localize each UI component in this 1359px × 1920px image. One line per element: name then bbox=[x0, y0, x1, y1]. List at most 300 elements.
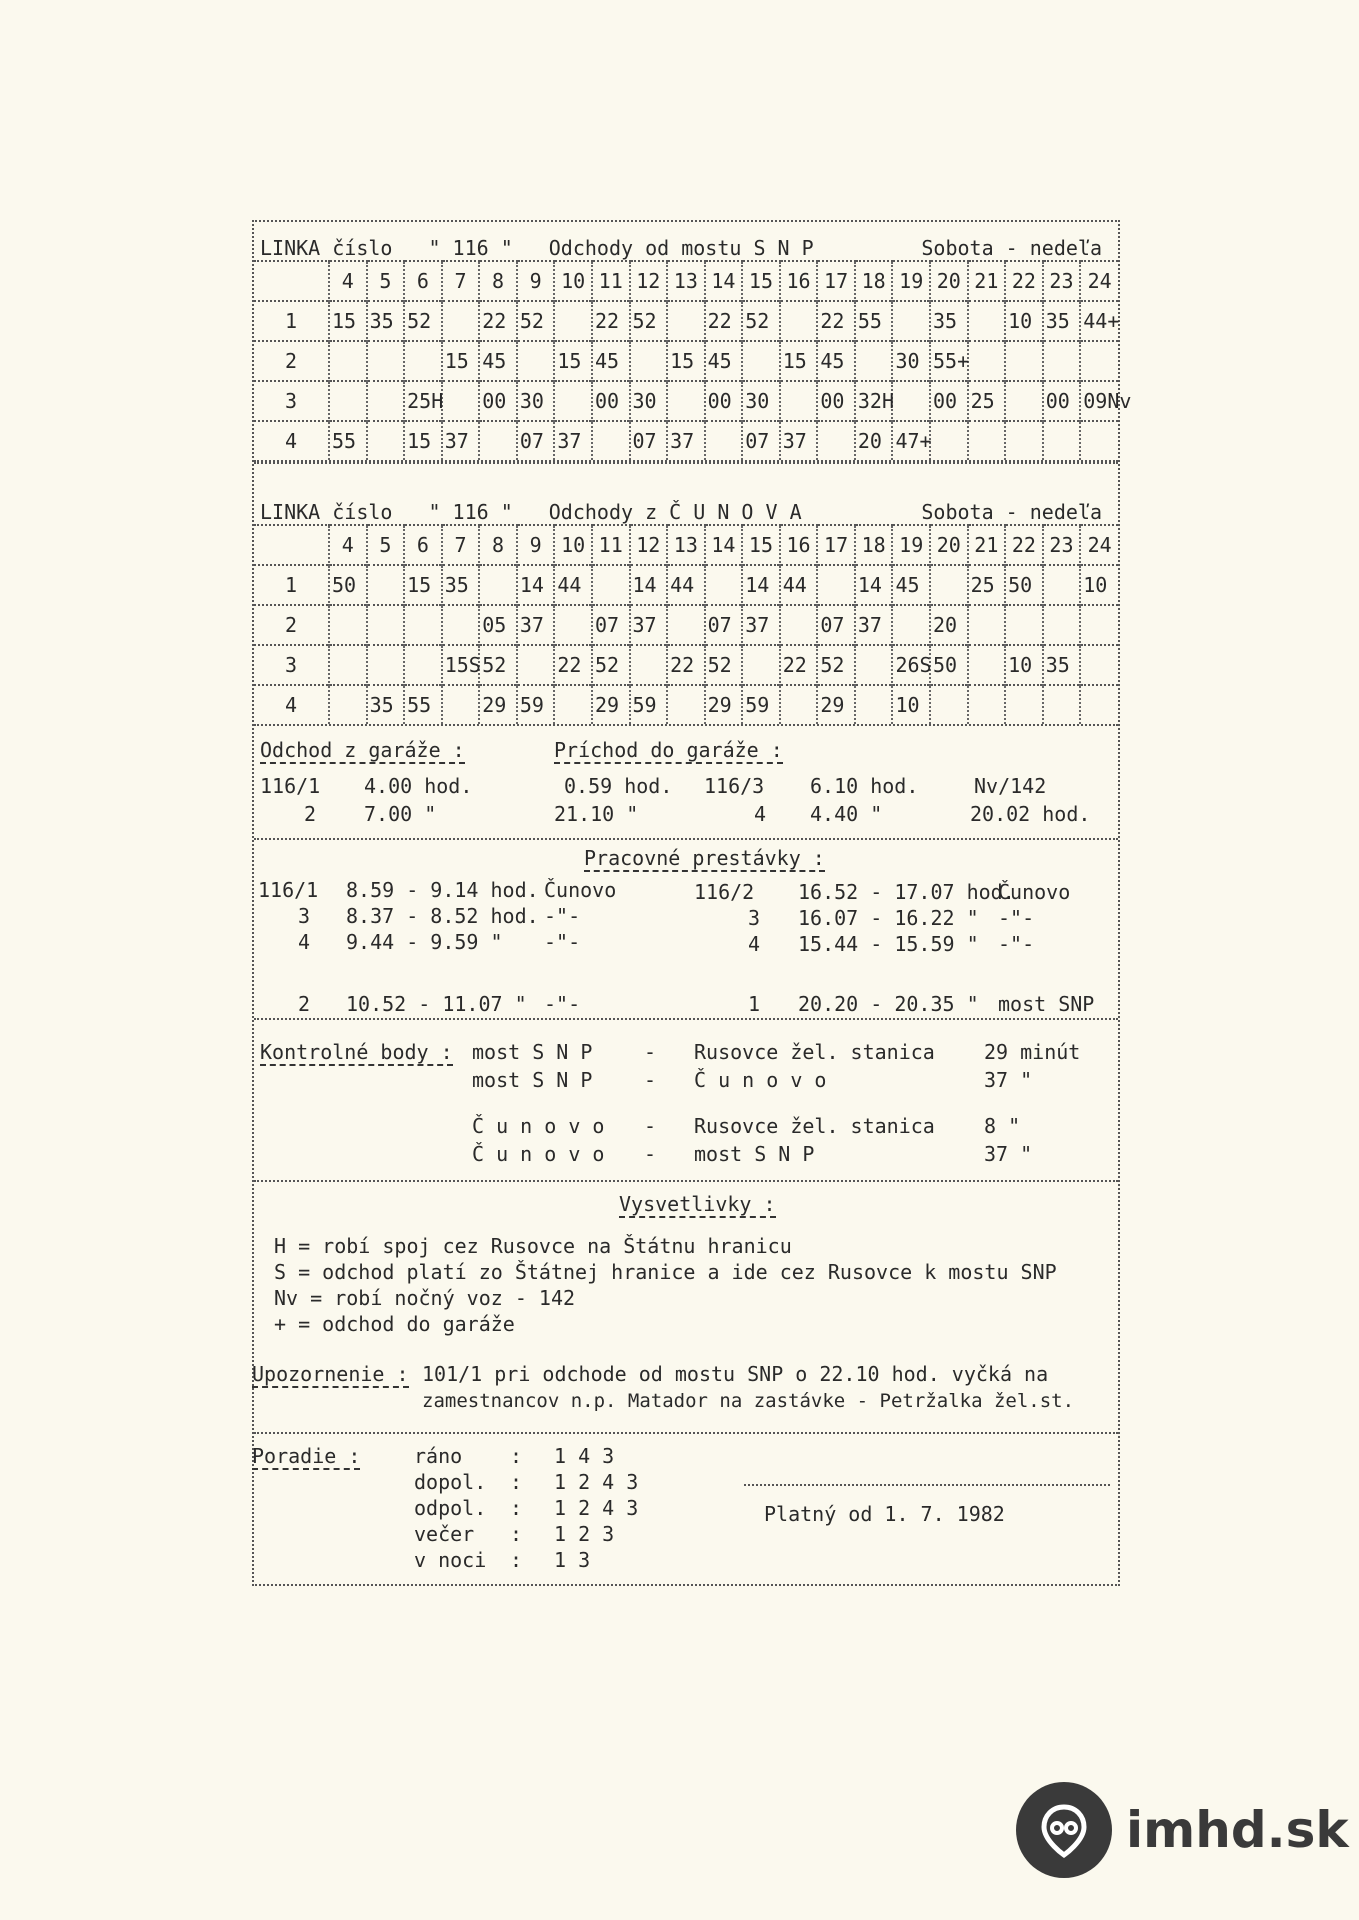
departure-cell bbox=[1043, 421, 1081, 460]
departure-cell bbox=[1043, 605, 1081, 645]
order-period: večer bbox=[414, 1522, 475, 1546]
table1-direction: Odchody od mostu S N P bbox=[548, 236, 814, 260]
break-time: 20.20 - 20.35 " bbox=[798, 992, 979, 1016]
table2-line: " 116 " bbox=[428, 500, 513, 524]
control-to: Č u n o v o bbox=[694, 1068, 827, 1092]
departure-cell bbox=[592, 421, 630, 460]
departure-cell: 52 bbox=[705, 645, 743, 685]
departure-cell: 14 bbox=[630, 565, 668, 605]
order-sequence: 1 3 bbox=[554, 1548, 591, 1572]
departure-cell bbox=[1080, 685, 1118, 724]
legend-item: H = robí spoj cez Rusovce na Štátnu hranicu bbox=[274, 1234, 792, 1258]
departure-cell bbox=[442, 605, 480, 645]
departure-cell: 35 bbox=[930, 301, 968, 341]
departure-cell: 50 bbox=[1005, 565, 1043, 605]
departure-cell: 29 bbox=[705, 685, 743, 724]
control-dash: - bbox=[644, 1040, 657, 1064]
hour-header-row bbox=[254, 261, 1118, 301]
order-label: Poradie : bbox=[252, 1444, 361, 1468]
departure-cell bbox=[442, 381, 480, 421]
departure-cell: 22 bbox=[817, 301, 855, 341]
departure-cell: 07 bbox=[705, 605, 743, 645]
departure-cell: 10 bbox=[892, 685, 930, 724]
departure-cell bbox=[1080, 421, 1118, 460]
departure-cell bbox=[1080, 645, 1118, 685]
table-row bbox=[254, 685, 1118, 724]
departure-cell: 20 bbox=[930, 605, 968, 645]
departure-cell: 14 bbox=[517, 565, 555, 605]
departure-cell: 07 bbox=[592, 605, 630, 645]
order-sequence: 1 2 4 3 bbox=[554, 1470, 639, 1494]
breaks-section bbox=[254, 840, 1118, 1020]
break-place: -"- bbox=[998, 932, 1035, 956]
legend-item: Nv = robí nočný voz - 142 bbox=[274, 1286, 576, 1310]
hour-cell: 21 bbox=[968, 525, 1006, 565]
garage-cell: 21.10 " bbox=[554, 802, 639, 826]
departure-cell bbox=[780, 685, 818, 724]
departure-cell: 35 bbox=[442, 565, 480, 605]
timetable-from-cunovo bbox=[254, 486, 1118, 726]
departure-cell bbox=[780, 605, 818, 645]
row-label: 4 bbox=[254, 421, 329, 460]
departure-cell: 35 bbox=[367, 685, 405, 724]
hour-cell: 6 bbox=[404, 525, 442, 565]
departure-cell bbox=[367, 565, 405, 605]
departure-cell bbox=[554, 685, 592, 724]
table1-grid bbox=[254, 260, 1132, 460]
control-dash: - bbox=[644, 1142, 657, 1166]
break-place: -"- bbox=[544, 992, 581, 1016]
departure-cell: 59 bbox=[517, 685, 555, 724]
break-time: 16.07 - 16.22 " bbox=[798, 906, 979, 930]
table-row bbox=[254, 421, 1118, 460]
break-vehicle: 4 bbox=[298, 930, 311, 954]
departure-cell: 20 bbox=[855, 421, 893, 460]
table2-days: Sobota - nedeľa bbox=[921, 500, 1102, 524]
hour-cell: 11 bbox=[592, 525, 630, 565]
departure-cell bbox=[1043, 341, 1081, 381]
departure-cell: 00 bbox=[479, 381, 517, 421]
order-colon: : bbox=[510, 1522, 523, 1546]
departure-cell: 15 bbox=[442, 341, 480, 381]
departure-cell: 07 bbox=[517, 421, 555, 460]
departure-cell: 30 bbox=[892, 341, 930, 381]
departure-cell bbox=[667, 381, 705, 421]
departure-cell bbox=[968, 301, 1006, 341]
departure-cell: 22 bbox=[592, 301, 630, 341]
departure-cell: 45 bbox=[705, 341, 743, 381]
garage-section bbox=[254, 726, 1118, 840]
hour-cell: 8 bbox=[479, 261, 517, 301]
row-label: 1 bbox=[254, 301, 329, 341]
hour-cell: 14 bbox=[705, 261, 743, 301]
hour-cell: 19 bbox=[892, 525, 930, 565]
departure-cell bbox=[554, 605, 592, 645]
departure-cell: 14 bbox=[742, 565, 780, 605]
departure-cell bbox=[930, 565, 968, 605]
break-time: 9.44 - 9.59 " bbox=[346, 930, 503, 954]
hour-cell: 16 bbox=[780, 261, 818, 301]
departure-cell bbox=[1005, 605, 1043, 645]
departure-cell: 00 bbox=[930, 381, 968, 421]
hour-cell: 15 bbox=[742, 261, 780, 301]
imhd-logo bbox=[1016, 1782, 1349, 1878]
departure-cell: 25 bbox=[968, 381, 1006, 421]
departure-cell: 29 bbox=[592, 685, 630, 724]
departure-cell: 25 bbox=[968, 565, 1006, 605]
departure-cell bbox=[1043, 685, 1081, 724]
departure-cell: 47+ bbox=[892, 421, 930, 460]
departure-cell: 55 bbox=[404, 685, 442, 724]
order-period: dopol. bbox=[414, 1470, 487, 1494]
departure-cell bbox=[817, 421, 855, 460]
break-time: 15.44 - 15.59 " bbox=[798, 932, 979, 956]
control-minutes: 29 minút bbox=[984, 1040, 1081, 1064]
departure-cell bbox=[329, 645, 367, 685]
legend-item: S = odchod platí zo Štátnej hranice a ide cez Rusovce k mostu SNP bbox=[274, 1260, 1057, 1284]
order-period: v noci bbox=[414, 1548, 487, 1572]
control-to: Rusovce žel. stanica bbox=[694, 1040, 935, 1064]
hour-cell: 4 bbox=[329, 261, 367, 301]
logo-text: imhd.sk bbox=[1126, 1801, 1349, 1859]
garage-out-title: Odchod z garáže : bbox=[260, 738, 465, 762]
hour-cell: 10 bbox=[554, 261, 592, 301]
row-label: 4 bbox=[254, 685, 329, 724]
departure-cell: 22 bbox=[479, 301, 517, 341]
row-label: 2 bbox=[254, 341, 329, 381]
table2-title: LINKA číslo bbox=[260, 500, 393, 524]
departure-cell: 37 bbox=[442, 421, 480, 460]
departure-cell bbox=[367, 421, 405, 460]
hour-cell: 12 bbox=[630, 525, 668, 565]
hour-header-row bbox=[254, 525, 1118, 565]
departure-cell bbox=[667, 301, 705, 341]
departure-cell bbox=[892, 381, 930, 421]
departure-cell: 25H bbox=[404, 381, 442, 421]
departure-cell: 52 bbox=[817, 645, 855, 685]
order-period: odpol. bbox=[414, 1496, 487, 1520]
corner-cell bbox=[254, 261, 329, 301]
table-row bbox=[254, 605, 1118, 645]
departure-cell: 00 bbox=[817, 381, 855, 421]
departure-cell: 52 bbox=[630, 301, 668, 341]
departure-cell bbox=[479, 421, 517, 460]
notice-line1: 101/1 pri odchode od mostu SNP o 22.10 hod. vyčká na bbox=[422, 1362, 1049, 1386]
departure-cell bbox=[404, 605, 442, 645]
departure-cell bbox=[1080, 605, 1118, 645]
departure-cell: 14 bbox=[855, 565, 893, 605]
departure-cell: 45 bbox=[592, 341, 630, 381]
hour-cell: 22 bbox=[1005, 525, 1043, 565]
departure-cell bbox=[630, 645, 668, 685]
departure-cell: 45 bbox=[479, 341, 517, 381]
departure-cell bbox=[367, 605, 405, 645]
departure-cell: 35 bbox=[1043, 301, 1081, 341]
hour-cell: 24 bbox=[1080, 525, 1118, 565]
notice-label: Upozornenie : bbox=[252, 1362, 409, 1386]
departure-cell bbox=[329, 381, 367, 421]
control-dash: - bbox=[644, 1068, 657, 1092]
legend-title: Vysvetlivky : bbox=[619, 1192, 776, 1216]
break-place: most SNP bbox=[998, 992, 1095, 1016]
departure-cell: 50 bbox=[329, 565, 367, 605]
section-spacer bbox=[254, 462, 1118, 486]
table-row bbox=[254, 381, 1118, 421]
departure-cell: 37 bbox=[554, 421, 592, 460]
hour-cell: 18 bbox=[855, 525, 893, 565]
break-vehicle: 1 bbox=[748, 992, 761, 1016]
departure-cell: 37 bbox=[742, 605, 780, 645]
control-minutes: 8 " bbox=[984, 1114, 1021, 1138]
departure-cell bbox=[892, 605, 930, 645]
departure-cell: 07 bbox=[817, 605, 855, 645]
break-time: 8.37 - 8.52 hod. bbox=[346, 904, 539, 928]
departure-cell bbox=[367, 341, 405, 381]
departure-cell: 55+ bbox=[930, 341, 968, 381]
row-label: 1 bbox=[254, 565, 329, 605]
garage-cell: 7.00 " bbox=[364, 802, 437, 826]
departure-cell bbox=[817, 565, 855, 605]
hour-cell: 10 bbox=[554, 525, 592, 565]
table1-line: " 116 " bbox=[428, 236, 513, 260]
control-from: most S N P bbox=[472, 1040, 593, 1064]
break-place: Čunovo bbox=[998, 880, 1071, 904]
control-to: Rusovce žel. stanica bbox=[694, 1114, 935, 1138]
row-label: 3 bbox=[254, 381, 329, 421]
departure-cell: 00 bbox=[705, 381, 743, 421]
departure-cell bbox=[1043, 565, 1081, 605]
legend-section bbox=[254, 1182, 1118, 1432]
departure-cell bbox=[404, 341, 442, 381]
departure-cell bbox=[367, 645, 405, 685]
departure-cell: 37 bbox=[630, 605, 668, 645]
departure-cell: 10 bbox=[1005, 645, 1043, 685]
hour-cell: 9 bbox=[517, 261, 555, 301]
garage-in-title: Príchod do garáže : bbox=[554, 738, 783, 762]
departure-cell: 09Nv bbox=[1080, 381, 1118, 421]
departure-cell bbox=[892, 301, 930, 341]
validity-text: Platný od 1. 7. 1982 bbox=[764, 1502, 1005, 1526]
departure-cell bbox=[479, 565, 517, 605]
hour-cell: 11 bbox=[592, 261, 630, 301]
departure-cell bbox=[968, 605, 1006, 645]
control-from: most S N P bbox=[472, 1068, 593, 1092]
departure-cell: 22 bbox=[780, 645, 818, 685]
table-row bbox=[254, 645, 1118, 685]
departure-cell bbox=[1080, 341, 1118, 381]
break-vehicle: 2 bbox=[298, 992, 311, 1016]
order-sequence: 1 4 3 bbox=[554, 1444, 615, 1468]
hour-cell: 23 bbox=[1043, 525, 1081, 565]
hour-cell: 23 bbox=[1043, 261, 1081, 301]
order-colon: : bbox=[510, 1548, 523, 1572]
hour-cell: 17 bbox=[817, 525, 855, 565]
row-label: 3 bbox=[254, 645, 329, 685]
departure-cell: 15 bbox=[667, 341, 705, 381]
hour-cell: 20 bbox=[930, 525, 968, 565]
departure-cell bbox=[1005, 381, 1043, 421]
hour-cell: 17 bbox=[817, 261, 855, 301]
control-from: Č u n o v o bbox=[472, 1142, 605, 1166]
breaks-title: Pracovné prestávky : bbox=[584, 846, 825, 870]
departure-cell bbox=[1005, 685, 1043, 724]
departure-cell: 35 bbox=[367, 301, 405, 341]
garage-cell: 4 bbox=[754, 802, 767, 826]
hour-cell: 6 bbox=[404, 261, 442, 301]
table1-title: LINKA číslo bbox=[260, 236, 393, 260]
departure-cell bbox=[742, 645, 780, 685]
departure-cell bbox=[592, 565, 630, 605]
departure-cell: 55 bbox=[855, 301, 893, 341]
departure-cell: 55 bbox=[329, 421, 367, 460]
departure-cell bbox=[367, 381, 405, 421]
control-to: most S N P bbox=[694, 1142, 815, 1166]
hour-cell: 16 bbox=[780, 525, 818, 565]
departure-cell: 52 bbox=[479, 645, 517, 685]
departure-cell bbox=[554, 381, 592, 421]
departure-cell bbox=[968, 341, 1006, 381]
departure-cell bbox=[705, 421, 743, 460]
departure-cell: 30 bbox=[630, 381, 668, 421]
departure-cell: 37 bbox=[780, 421, 818, 460]
garage-cell: 20.02 hod. bbox=[970, 802, 1091, 826]
departure-cell bbox=[705, 565, 743, 605]
break-vehicle: 3 bbox=[748, 906, 761, 930]
departure-cell: 07 bbox=[630, 421, 668, 460]
garage-cell: 2 bbox=[304, 802, 317, 826]
table1-header bbox=[254, 222, 1118, 260]
break-vehicle: 3 bbox=[298, 904, 311, 928]
departure-cell: 10 bbox=[1080, 565, 1118, 605]
hour-cell: 18 bbox=[855, 261, 893, 301]
departure-cell: 44+ bbox=[1080, 301, 1118, 341]
departure-cell bbox=[329, 685, 367, 724]
departure-cell: 45 bbox=[817, 341, 855, 381]
hour-cell: 19 bbox=[892, 261, 930, 301]
break-time: 16.52 - 17.07 hod. bbox=[798, 880, 1015, 904]
garage-cell: 116/3 bbox=[704, 774, 765, 798]
hour-cell: 24 bbox=[1080, 261, 1118, 301]
control-section bbox=[254, 1020, 1118, 1182]
map-pin-icon bbox=[1016, 1782, 1112, 1878]
break-vehicle: 116/2 bbox=[694, 880, 755, 904]
departure-cell: 59 bbox=[630, 685, 668, 724]
departure-cell bbox=[855, 341, 893, 381]
hour-cell: 20 bbox=[930, 261, 968, 301]
departure-cell: 59 bbox=[742, 685, 780, 724]
departure-cell bbox=[1005, 421, 1043, 460]
departure-cell bbox=[1005, 341, 1043, 381]
break-place: Čunovo bbox=[544, 878, 617, 902]
departure-cell bbox=[630, 341, 668, 381]
departure-cell: 50 bbox=[930, 645, 968, 685]
garage-cell: 116/1 bbox=[260, 774, 321, 798]
departure-cell: 15 bbox=[404, 565, 442, 605]
order-period: ráno bbox=[414, 1444, 463, 1468]
garage-cell: 0.59 hod. bbox=[564, 774, 673, 798]
departure-cell bbox=[968, 685, 1006, 724]
break-place: -"- bbox=[544, 930, 581, 954]
departure-cell bbox=[855, 645, 893, 685]
row-label: 2 bbox=[254, 605, 329, 645]
departure-cell: 00 bbox=[1043, 381, 1081, 421]
departure-cell: 52 bbox=[592, 645, 630, 685]
departure-cell bbox=[780, 381, 818, 421]
departure-cell bbox=[329, 341, 367, 381]
hour-cell: 5 bbox=[367, 261, 405, 301]
control-from: Č u n o v o bbox=[472, 1114, 605, 1138]
hour-cell: 12 bbox=[630, 261, 668, 301]
hour-cell: 7 bbox=[442, 261, 480, 301]
departure-cell: 45 bbox=[892, 565, 930, 605]
departure-cell: 22 bbox=[705, 301, 743, 341]
hour-cell: 5 bbox=[367, 525, 405, 565]
departure-cell: 52 bbox=[517, 301, 555, 341]
departure-cell bbox=[404, 645, 442, 685]
departure-cell: 30 bbox=[742, 381, 780, 421]
order-colon: : bbox=[510, 1496, 523, 1520]
table-row bbox=[254, 565, 1118, 605]
table2-grid bbox=[254, 524, 1118, 724]
departure-cell: 30 bbox=[517, 381, 555, 421]
departure-cell: 52 bbox=[404, 301, 442, 341]
timetable-sheet bbox=[252, 220, 1132, 1586]
departure-cell bbox=[442, 301, 480, 341]
departure-cell: 37 bbox=[855, 605, 893, 645]
break-place: -"- bbox=[998, 906, 1035, 930]
validity-divider bbox=[744, 1484, 1110, 1486]
hour-cell: 7 bbox=[442, 525, 480, 565]
departure-cell: 37 bbox=[517, 605, 555, 645]
departure-cell: 10 bbox=[1005, 301, 1043, 341]
departure-cell bbox=[780, 301, 818, 341]
hour-cell: 14 bbox=[705, 525, 743, 565]
departure-cell: 22 bbox=[667, 645, 705, 685]
departure-cell bbox=[517, 341, 555, 381]
control-minutes: 37 " bbox=[984, 1142, 1033, 1166]
departure-cell: 22 bbox=[554, 645, 592, 685]
departure-cell: 52 bbox=[742, 301, 780, 341]
break-vehicle: 116/1 bbox=[258, 878, 319, 902]
departure-cell bbox=[742, 341, 780, 381]
control-dash: - bbox=[644, 1114, 657, 1138]
table2-direction: Odchody z Č U N O V A bbox=[548, 500, 802, 524]
hour-cell: 15 bbox=[742, 525, 780, 565]
garage-cell: 4.40 " bbox=[810, 802, 883, 826]
notice-line2: zamestnancov n.p. Matador na zastávke - Petržalka žel.st. bbox=[422, 1390, 1075, 1412]
order-sequence: 1 2 3 bbox=[554, 1522, 615, 1546]
hour-cell: 4 bbox=[329, 525, 367, 565]
table2-header bbox=[254, 486, 1118, 524]
departure-cell bbox=[968, 421, 1006, 460]
departure-cell: 15 bbox=[404, 421, 442, 460]
break-vehicle: 4 bbox=[748, 932, 761, 956]
garage-cell: 4.00 hod. bbox=[364, 774, 473, 798]
garage-cell: 6.10 hod. bbox=[810, 774, 919, 798]
departure-cell: 32H bbox=[855, 381, 893, 421]
departure-cell: 35 bbox=[1043, 645, 1081, 685]
timetable-from-snp bbox=[254, 222, 1132, 462]
departure-cell: 00 bbox=[592, 381, 630, 421]
departure-cell bbox=[667, 605, 705, 645]
control-minutes: 37 " bbox=[984, 1068, 1033, 1092]
break-place: -"- bbox=[544, 904, 581, 928]
departure-cell bbox=[667, 685, 705, 724]
departure-cell bbox=[442, 685, 480, 724]
order-colon: : bbox=[510, 1444, 523, 1468]
hour-cell: 8 bbox=[479, 525, 517, 565]
departure-cell bbox=[930, 421, 968, 460]
